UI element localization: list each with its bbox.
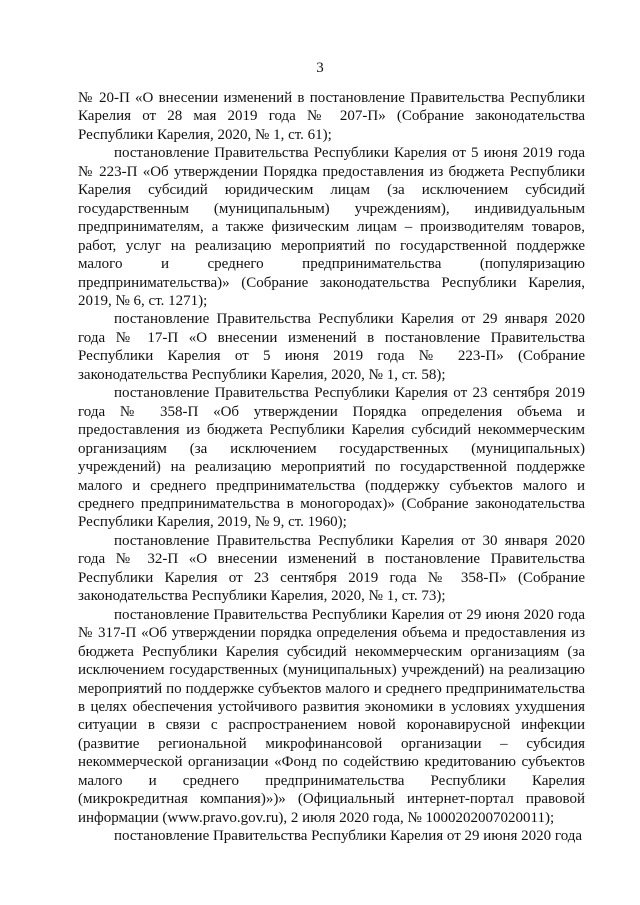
page-number: 3	[316, 60, 324, 76]
paragraph: № 20-П «О внесении изменений в постановление Правительства Республики Карелия от 28 мая 2019 года № 207-П» (Собрание законодательства Республики Карелия, 2020, № 1, ст. 61);	[78, 90, 585, 143]
paragraph: постановление Правительства Республики Карелия от 30 января 2020 года № 32-П «О внесении изменений в постановление Правительства Республики Карелия от 23 сентября 2019 года № 358-П» (Собрание законодательства Республики Карелия, 2020, № 1, ст. 73);	[78, 532, 585, 605]
document-body	[78, 89, 585, 846]
paragraph: постановление Правительства Республики Карелия от 29 июня 2020 года № 317-П «Об утверждении порядка определения объема и предоставления из бюджета Республики Карелия субсидий некоммерческим организациям (за исключением государственных (муниципальных) учреждений) на реализацию мероприятий по поддержке субъектов малого и среднего предпринимательства в целях обеспечения устойчивого развития экономики в условиях ухудшения ситуации в связи с распространением новой коронавирусной инфекции (развитие региональной микрофинансовой организации – субсидия некоммерческой организации «Фонд по содействию кредитованию субъектов малого и среднего предпринимательства Республики Карелия (микрокредитная компания)»)» (Официальный интернет-портал правовой информации (www.pravo.gov.ru), 2 июля 2020 года, № 1000202007020011);	[78, 606, 585, 826]
paragraph: постановление Правительства Республики Карелия от 29 января 2020 года № 17-П «О внесении изменений в постановление Правительства Республики Карелия от 5 июня 2019 года № 223-П» (Собрание законодательства Республики Карелия, 2020, № 1, ст. 58);	[78, 311, 585, 383]
paragraph: постановление Правительства Республики Карелия от 23 сентября 2019 года № 358-П «Об утверждении Порядка определения объема и предоставления из бюджета Республики Карелия субсидий некоммерческим организациям (за исключением государственных (муниципальных) учреждений) на реализацию мероприятий по государственной поддержке малого и среднего предпринимательства (поддержку субъектов малого и среднего предпринимательства в моногородах)» (Собрание законодательства Республики Карелия, 2019, № 9, ст. 1960);	[78, 385, 585, 531]
paragraph: постановление Правительства Республики Карелия от 29 июня 2020 года	[114, 828, 583, 845]
paragraph: постановление Правительства Республики Карелия от 5 июня 2019 года № 223-П «Об утверждении Порядка предоставления из бюджета Республики Карелия субсидий юридическим лицам (за исключением субсидий государственным (муниципальным) учреждениям), индивидуальным предпринимателям, а также физическим лицам – производителям товаров, работ, услуг на реализацию мероприятий по государственной поддержке малого и среднего предпринимательства (популяризацию предпринимательства)» (Собрание законодательства Республики Карелия, 2019, № 6, ст. 1271);	[78, 145, 585, 309]
